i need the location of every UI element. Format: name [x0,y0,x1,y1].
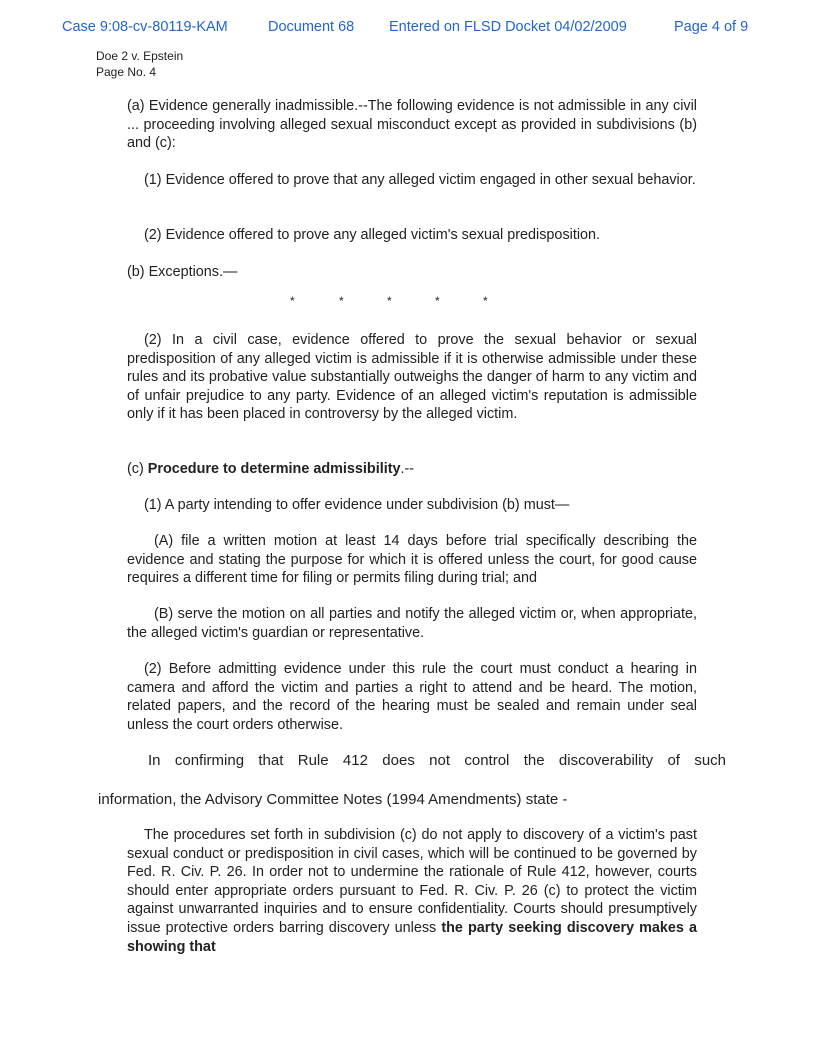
rule-subdivision-c1: (1) A party intending to offer evidence under subdivision (b) must— [144,497,570,513]
rule-subdivision-b: (b) Exceptions.— [127,264,238,280]
page-number-label: Page No. 4 [96,65,157,79]
star: * [339,294,344,308]
rule-subdivision-b2: (2) In a civil case, evidence offered to prove the sexual behavior or sexual predisposition of any alleged victim is admissible if it is otherwise admissible under these rules and its probative value substantially outweighs the danger of harm to any victim and of unfair prejudice to any party. Evidence of an alleged victim's reputation is admissible only if it has been placed in controversy by the alleged victim. [127,332,697,423]
body-paragraph-line2: information, the Advisory Committee Notes (1994 Amendments) state - [98,791,568,808]
rule-subdivision-cA: (A) file a written motion at least 14 days before trial specifically describing the evidence and stating the purpose for which it is offered unless the court, for good cause requires a different time for filing or permits filing during trial; and [127,533,697,587]
body-paragraph-line1: In confirming that Rule 412 does not control the discoverability of such [148,752,726,769]
page-count: Page 4 of 9 [674,19,749,35]
docket-entry-date: Entered on FLSD Docket 04/02/2009 [389,19,627,35]
rule-subdivision-c: (c) Procedure to determine admissibility.-- [127,461,415,477]
document-number: Document 68 [268,19,355,35]
star: * [290,294,295,308]
star: * [435,294,440,308]
omission-stars [0,294,816,308]
rule-subdivision-cB: (B) serve the motion on all parties and notify the alleged victim or, when appropriate, the alleged victim's guardian or representative. [127,606,697,641]
case-caption: Doe 2 v. Epstein [96,49,184,63]
advisory-committee-note: The procedures set forth in subdivision (c) do not apply to discovery of a victim's past sexual conduct or predisposition in civil cases, which will be continued to be governed by Fed. R. Civ. P. 26. In order not to undermine the rationale of Rule 412, however, courts should enter appropriate orders pursuant to Fed. R. Civ. P. 26 (c) to protect the victim against unwarranted inquiries and to ensure confidentiality. Courts should presumptively issue protective orders barring discovery unless the party seeking discovery makes a showing that [127,827,697,955]
emphasized-text: the party seeking discovery makes a showing that [127,919,697,955]
rule-subdivision-a1: (1) Evidence offered to prove that any alleged victim engaged in other sexual behavior. [144,172,696,188]
case-number: Case 9:08-cv-80119-KAM [62,19,228,35]
star: * [387,294,392,308]
rule-subdivision-a2: (2) Evidence offered to prove any alleged victim's sexual predisposition. [144,227,601,243]
rule-subdivision-c2: (2) Before admitting evidence under this rule the court must conduct a hearing in camera and afford the victim and parties a right to attend and be heard. The motion, related papers, and the record of the hearing must be sealed and remain under seal unless the court orders otherwise. [127,661,697,733]
star: * [483,294,488,308]
rule-subdivision-a: (a) Evidence generally inadmissible.--The following evidence is not admissible in any civil ... proceeding involving alleged sexual misconduct except as provided in subdivisions (b) and (c): [127,98,697,152]
procedure-heading: Procedure to determine admissibility [147,461,401,477]
docket-header [0,19,816,37]
